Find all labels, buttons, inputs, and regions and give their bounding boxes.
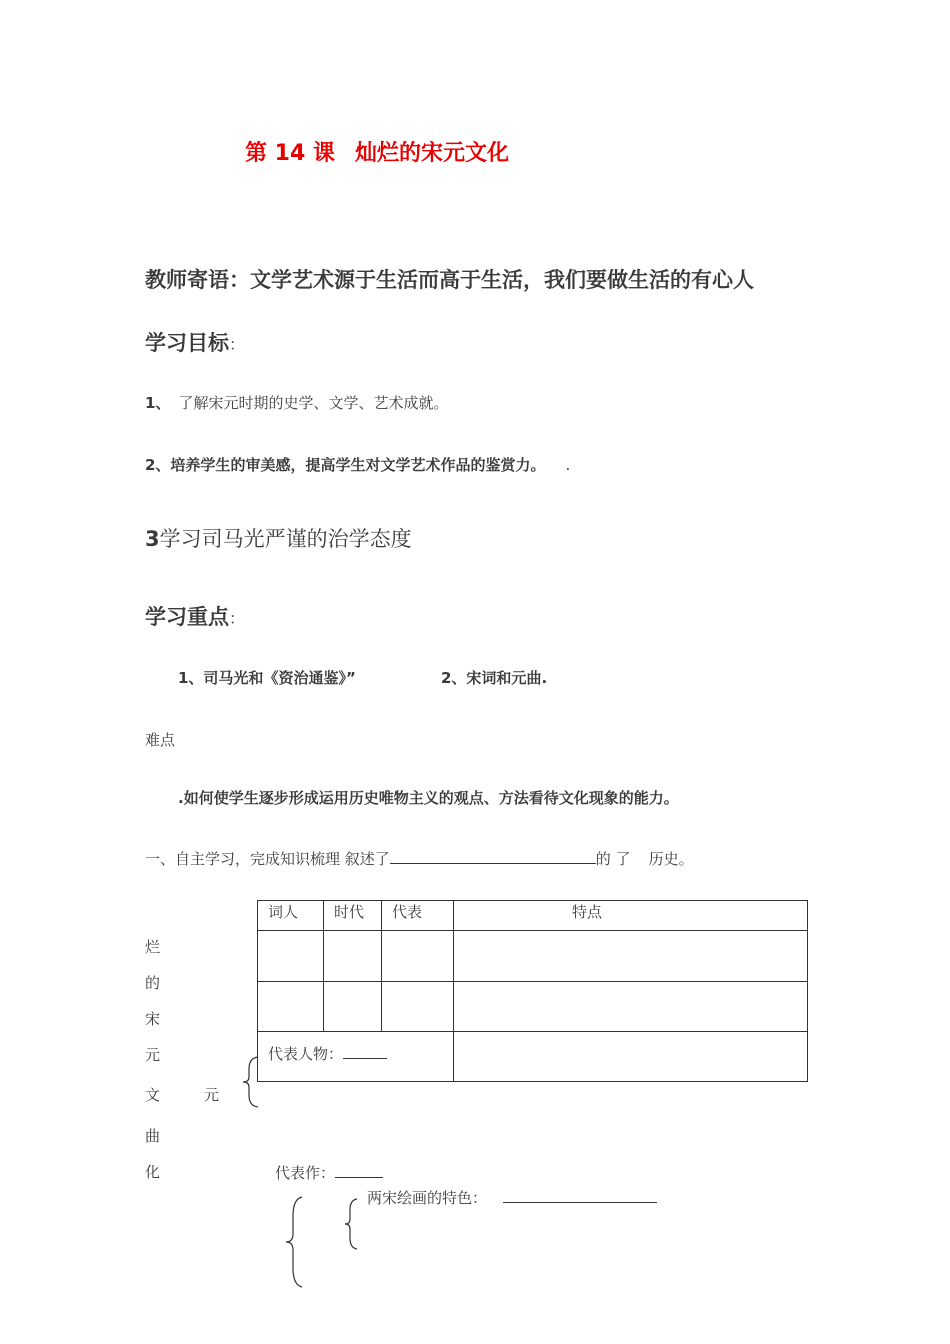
table-cell[interactable]	[454, 982, 808, 1032]
key-point-1: 1、司马光和《资治通鉴》”	[178, 669, 356, 687]
lesson-title	[245, 136, 509, 167]
blank-line[interactable]	[390, 847, 596, 864]
left-brace-icon	[240, 1056, 260, 1108]
key-points-colon: ：	[229, 609, 246, 628]
table-row	[258, 931, 808, 982]
key-points-heading	[145, 601, 245, 631]
objective-3-text: 学习司马光严谨的治学态度	[159, 527, 412, 551]
lesson-number: 第 14 课	[245, 141, 335, 166]
key-point-2: 2、宋词和元曲.	[441, 669, 548, 687]
table-cell[interactable]	[382, 931, 454, 982]
section-1-suffix-a: 的 了	[595, 850, 631, 868]
table-row	[258, 1032, 808, 1082]
rep-work-label: 代表作：	[275, 1164, 336, 1182]
header-era: 时代	[324, 901, 382, 931]
objective-1	[145, 392, 448, 413]
lesson-name: 灿烂的宋元文化	[354, 141, 509, 166]
painting-blank[interactable]	[503, 1186, 657, 1203]
objective-3-number: 3	[145, 527, 160, 551]
rep-person-blank[interactable]	[343, 1042, 387, 1059]
vertical-char: 宋	[145, 1010, 161, 1028]
painting-features-label: 两宋绘画的特色：	[367, 1189, 488, 1207]
vertical-char: 元	[145, 1046, 161, 1064]
table-cell[interactable]	[454, 931, 808, 982]
table-row	[258, 982, 808, 1032]
rep-person-label: 代表人物：	[268, 1045, 344, 1063]
teacher-message: 教师寄语：文学艺术源于生活而高于生活，我们要做生活的有心人	[145, 268, 754, 292]
header-poet: 词人	[258, 901, 324, 931]
table-cell[interactable]	[324, 982, 382, 1032]
table-cell[interactable]	[454, 1032, 808, 1082]
vertical-char: 文	[145, 1086, 161, 1104]
objective-3	[145, 523, 412, 553]
objective-2	[145, 454, 570, 475]
ci-poets-table	[257, 900, 808, 1082]
vertical-char: 烂	[145, 938, 161, 956]
rep-work	[275, 1161, 383, 1183]
objective-2-dot: .	[565, 456, 571, 474]
yuan-label: 元	[204, 1086, 220, 1104]
section-1-text: 一、自主学习，完成知识梳理 叙述了	[145, 850, 390, 868]
table-cell[interactable]	[382, 982, 454, 1032]
table-cell[interactable]	[258, 931, 324, 982]
rep-person-cell	[258, 1032, 454, 1082]
objectives-heading-text: 学习目标	[145, 331, 229, 355]
header-features: 特点	[454, 901, 808, 931]
difficulty-text: .如何使学生逐步形成运用历史唯物主义的观点、方法看待文化现象的能力。	[178, 789, 679, 807]
objectives-heading	[145, 327, 245, 357]
header-works: 代表	[382, 901, 454, 931]
table-cell[interactable]	[324, 931, 382, 982]
objective-1-text: 了解宋元时期的史学、文学、艺术成就。	[178, 394, 449, 412]
rep-work-blank[interactable]	[335, 1161, 383, 1178]
key-points-heading-text: 学习重点	[145, 605, 229, 629]
section-1-suffix-b: 历史。	[648, 850, 694, 868]
vertical-char: 曲	[145, 1127, 161, 1145]
vertical-char: 化	[145, 1163, 161, 1181]
objectives-colon: ：	[229, 335, 246, 354]
vertical-char: 的	[145, 974, 161, 992]
objective-2-text: 2、培养学生的审美感，提高学生对文学艺术作品的鉴赏力。	[145, 456, 546, 474]
difficulty-heading: 难点	[145, 731, 176, 749]
left-brace-large-icon	[284, 1196, 304, 1288]
table-header-row	[258, 901, 808, 931]
objective-1-number: 1、	[145, 394, 171, 412]
table-cell[interactable]	[258, 982, 324, 1032]
section-1	[145, 847, 694, 869]
left-brace-small-icon	[343, 1198, 359, 1250]
painting-features	[367, 1186, 657, 1208]
